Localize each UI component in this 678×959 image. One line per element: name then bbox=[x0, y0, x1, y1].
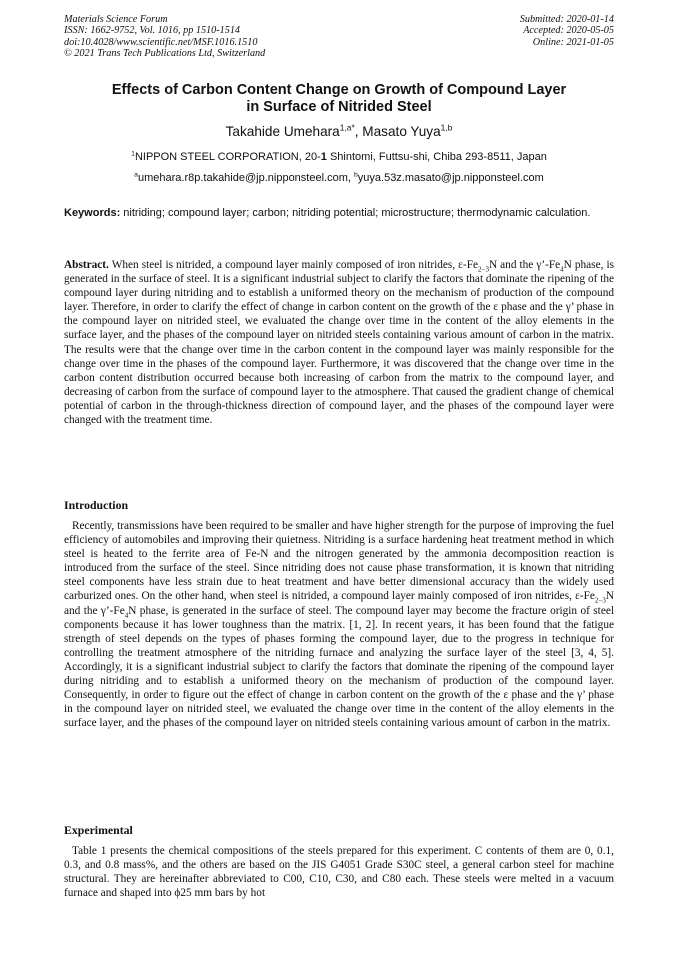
journal-header-right bbox=[520, 14, 614, 48]
email-b-marker: b bbox=[353, 171, 358, 179]
abstract-subscript-1: 2−3 bbox=[478, 265, 489, 274]
intro-text-1: Recently, transmissions have been required to be smaller and have higher strength for the purpose of improving the fuel efficiency of automobiles and improving their quietness. Nitriding is a surface hardening heat treatment method in which steel is heated to the ferrite area of Fe-N and the nitrogen generated by the ammonia decomposition reaction is introduced from the surface of the steel. Since nitriding does not cause phase transformation, it is known that nitriding steel components have less strain due to heat treatment and have better dimensional accuracy than the widely used carburized ones. On the other hand, when steel is nitrided, a compound layer mainly composed of iron nitrides, ε-Fe bbox=[64, 520, 614, 603]
author-1: Takahide Umehara bbox=[225, 124, 340, 139]
submitted-date: Submitted: 2020-01-14 bbox=[519, 14, 614, 25]
abstract-text-1: When steel is nitrided, a compound layer mainly composed of iron nitrides, ε-Fe bbox=[108, 259, 478, 271]
intro-text-2: N and the γ’-Fe bbox=[64, 590, 614, 617]
doi-line: doi:10.4028/www.scientific.net/MSF.1016.1510 bbox=[64, 36, 258, 48]
journal-header-left bbox=[64, 14, 265, 60]
abstract bbox=[64, 258, 614, 427]
affiliation bbox=[40, 151, 638, 164]
author-1-marker: 1,a* bbox=[339, 122, 355, 133]
affiliation-text-pre: NIPPON STEEL CORPORATION, 20- bbox=[134, 151, 321, 163]
affiliation-text-bold: 1 bbox=[320, 151, 327, 163]
email-a: umehara.r8p.takahide@jp.nipponsteel.com, bbox=[137, 172, 354, 184]
accepted-date: Accepted: 2020-05-05 bbox=[523, 25, 614, 37]
title-line-1: Effects of Carbon Content Change on Growth of Compound Layer bbox=[111, 82, 567, 98]
experimental-heading: Experimental bbox=[64, 823, 133, 837]
affiliation-marker: 1 bbox=[131, 150, 135, 158]
intro-text-3: N phase, is generated in the surface of steel. The compound layer may become the fracture origin of steel components because it has lower toughness than the matrix. [1, 2]. In recent years, it has been found that the fatigue strength of steel depends on the types of phases forming the compound layer, due to the progress in technique for controlling the treatment atmosphere of the nitriding furnace and analyzing the surface layer of the steel [3, 4, 5]. Accordingly, it is a significant industrial subject to clarify the factors that dominate the ripening of the compound layer during nitriding and to establish a uniformed theory on the mechanism of production of the compound layer. Consequently, in order to figure out the effect of change in carbon content on the growth of the ε phase and the γ’ phase in the compound layer on nitrided steel, we evaluated the change over time in the content of the alloy elements in the surface layer, and the phases of the compound layer on nitrided steels containing various amount of carbon in the matrix. bbox=[64, 604, 614, 730]
author-2: Masato Yuya bbox=[362, 124, 441, 139]
author-2-marker: 1,b bbox=[440, 122, 453, 133]
author-list bbox=[40, 124, 638, 140]
keywords-label: Keywords: bbox=[64, 207, 121, 219]
author-emails bbox=[40, 172, 638, 185]
email-b: yuya.53z.masato@jp.nipponsteel.com bbox=[357, 172, 544, 184]
title-line-2: in Surface of Nitrided Steel bbox=[246, 99, 432, 115]
author-separator: , bbox=[354, 124, 363, 139]
intro-subscript-2: 4 bbox=[124, 610, 129, 619]
intro-subscript-1: 2−3 bbox=[594, 596, 606, 605]
online-date: Online: 2021-01-05 bbox=[532, 36, 614, 48]
abstract-subscript-2: 4 bbox=[560, 265, 564, 274]
keywords bbox=[64, 206, 614, 220]
introduction-heading: Introduction bbox=[64, 498, 129, 512]
issn-line: ISSN: 1662-9752, Vol. 1016, pp 1510-1514 bbox=[64, 25, 241, 37]
introduction-paragraph bbox=[64, 519, 614, 730]
journal-name: Materials Science Forum bbox=[64, 14, 168, 25]
experimental-paragraph: Table 1 presents the chemical compositions of the steels prepared for this experiment. C contents of them are 0, 0.1, 0.3, and 0.8 mass%, and the others are based on the JIS G4051 Grade S30C steel, a general carbon steel for machine structural. They are hereinafter abbreviated to C00, C10, C30, and C80 each. These steels were melted in a vacuum furnace and shaped into ϕ25 mm bars by hot bbox=[64, 845, 614, 900]
email-a-marker: a bbox=[134, 171, 138, 179]
abstract-text-3: N phase, is generated in the surface of steel. It is a significant industrial subject to clarify the factors that dominate the ripening of the compound layer during nitriding and to establish a uniformed theory on the mechanism of production of the compound layer. Therefore, in order to clarify the effect of change in carbon content on the growth of the ε phase and the γ’ phase in the compound layer on nitrided steel, we evaluated the change over time in the content of the alloy elements in the surface layer, and the phases of the compound layer on nitrided steels containing various amount of carbon in the matrix. The results were that the change over time in the carbon content in the compound layer was mainly responsible for the change over time in the phases of the compound layer. Furthermore, it was discovered that the change over time in the carbon content distribution occurred because both increasing of carbon from the matrix to the compound layer, and decreasing of carbon from the surface of compound layer to the atmosphere. That caused the gradient change of chemical potential of carbon in the through-thickness direction of compound layer, and the phases of the compound layer were changed with the treatment time. bbox=[64, 259, 614, 427]
copyright-line: © 2021 Trans Tech Publications Ltd, Switzerland bbox=[64, 48, 266, 60]
keywords-text: nitriding; compound layer; carbon; nitriding potential; microstructure; thermodynamic calculation. bbox=[120, 207, 591, 219]
abstract-label: Abstract. bbox=[64, 259, 109, 271]
abstract-text-2: N and the γ’-Fe bbox=[488, 259, 561, 271]
affiliation-text-post: Shintomi, Futtsu-shi, Chiba 293-8511, Japan bbox=[326, 151, 547, 163]
paper-title bbox=[40, 82, 638, 116]
